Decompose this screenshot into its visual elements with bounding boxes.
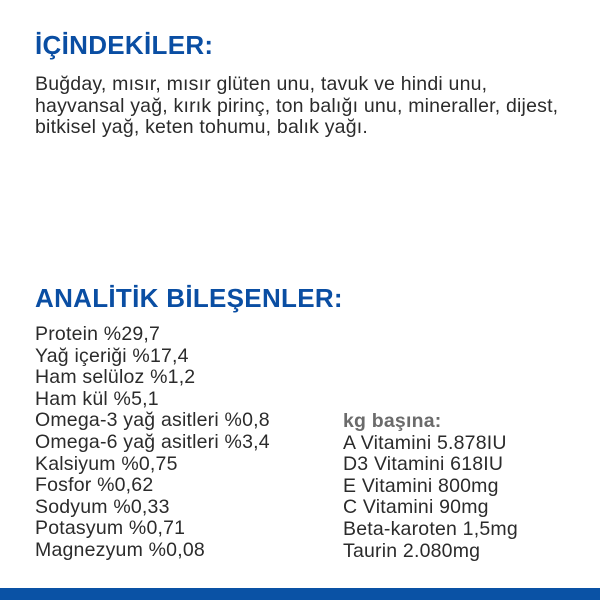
- component-item: Kalsiyum %0,75: [35, 452, 178, 475]
- per-kg-additives-list: [343, 411, 518, 562]
- ingredients-heading: İÇİNDEKİLER:: [35, 30, 214, 60]
- component-item: Fosfor %0,62: [35, 474, 154, 497]
- component-item: Magnezyum %0,08: [35, 538, 205, 561]
- component-item: Ham kül %5,1: [35, 387, 159, 410]
- additive-item: Taurin 2.080mg: [343, 539, 481, 562]
- additive-item: A Vitamini 5.878IU: [343, 431, 507, 454]
- analytic-components-list: [35, 324, 270, 562]
- component-item: Omega-6 yağ asitleri %3,4: [35, 430, 270, 453]
- additive-item: Beta-karoten 1,5mg: [343, 517, 518, 540]
- additive-item: C Vitamini 90mg: [343, 496, 489, 519]
- component-item: Ham selüloz %1,2: [35, 366, 196, 389]
- analytic-components-heading: ANALİTİK BİLEŞENLER:: [35, 283, 343, 313]
- component-item: Yağ içeriği %17,4: [35, 344, 189, 367]
- additive-item: D3 Vitamini 618IU: [343, 453, 504, 476]
- component-item: Potasyum %0,71: [35, 517, 186, 540]
- ingredients-text: Buğday, mısır, mısır glüten unu, tavuk ve hindi unu, hayvansal yağ, kırık pirinç, ton balığı unu, mineraller, dijest, bitkisel yağ, keten tohumu, balık yağı.: [35, 73, 559, 138]
- additive-item: E Vitamini 800mg: [343, 474, 499, 497]
- footer-blue-bar: [0, 588, 600, 600]
- component-item: Protein %29,7: [35, 323, 161, 345]
- component-item: Sodyum %0,33: [35, 495, 170, 518]
- per-kg-heading: kg başına:: [343, 410, 442, 432]
- component-item: Omega-3 yağ asitleri %0,8: [35, 409, 270, 432]
